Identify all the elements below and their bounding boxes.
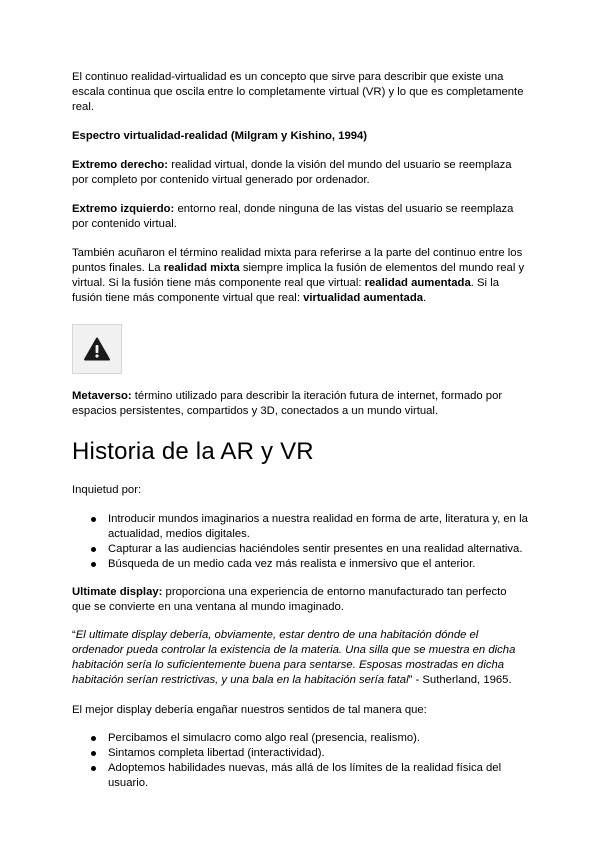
- warning-triangle-icon: [84, 337, 110, 361]
- image-placeholder: [72, 324, 122, 374]
- list-item: Percibamos el simulacro como algo real (presencia, realismo).: [72, 731, 528, 746]
- ultimate-display-text: proporciona una experiencia de entorno manufacturado tan perfecto que se convierte en una ventana al mundo imaginado.: [72, 586, 507, 613]
- right-extreme-label: Extremo derecho:: [72, 159, 169, 171]
- ultimate-display-label: Ultimate display:: [72, 586, 163, 598]
- display-intro-paragraph: El mejor display debería engañar nuestros sentidos de tal manera que:: [72, 704, 427, 716]
- spectrum-heading: Espectro virtualidad-realidad (Milgram y Kishino, 1994): [72, 130, 368, 142]
- ultimate-display-paragraph: [72, 585, 528, 615]
- metaverso-text: término utilizado para describir la iteración futura de internet, formado por espacios persistentes, compartidos y 3D, conectados a un mundo virtual.: [72, 390, 503, 417]
- mixed-bold-1: realidad mixta: [163, 262, 240, 274]
- quote-italic-text: El ultimate display debería, obviamente, estar dentro de una habitación dónde el ordenador pueda controlar la existencia de la materia. Una silla que se muestra en dicha habitación sería lo suficientemente buena para sentarse. Esposas mostradas en dicha habitación serían restrictivas, y una bala en la habitación sería fatal: [72, 629, 516, 686]
- mixed-text-4: .: [423, 292, 427, 304]
- mixed-bold-3: virtualidad aumentada: [303, 292, 423, 304]
- list-item: Capturar a las audiencias haciéndoles sentir presentes en una realidad alternativa.: [72, 542, 528, 557]
- list-item: Introducir mundos imaginarios a nuestra realidad en forma de arte, literatura y, en la actualidad, medios digitales.: [72, 512, 528, 542]
- inquietud-list: [72, 512, 528, 572]
- quote-attribution: ” - Sutherland, 1965.: [408, 674, 512, 686]
- list-item: Sintamos completa libertad (interactividad).: [72, 746, 528, 761]
- sutherland-quote: [72, 628, 528, 688]
- list-item: Adoptemos habilidades nuevas, más allá de los límites de la realidad física del usuario.: [72, 761, 528, 791]
- mixed-text-1: También acuñaron el término realidad mixta para referirse a la parte del continuo entre los puntos finales. La: [72, 247, 523, 274]
- mixed-text-3: . Si la fusión tiene más componente virtual que real:: [72, 277, 499, 304]
- inquietud-paragraph: Inquietud por:: [72, 484, 142, 496]
- history-title: Historia de la AR y VR: [72, 438, 314, 465]
- quote-open: “: [72, 629, 76, 641]
- left-extreme-text: entorno real, donde ninguna de las vistas del usuario se reemplaza por contenido virtual.: [72, 203, 514, 230]
- mixed-text-2: siempre implica la fusión de elementos del mundo real y virtual. Si la fusión tiene más componente real que virtual:: [72, 262, 525, 289]
- left-extreme-paragraph: [72, 202, 528, 232]
- right-extreme-paragraph: [72, 158, 528, 188]
- metaverso-paragraph: [72, 389, 528, 419]
- display-list: [72, 731, 528, 791]
- document-page: [72, 70, 528, 791]
- metaverso-label: Metaverso:: [72, 390, 132, 402]
- list-item: Búsqueda de un medio cada vez más realista e inmersivo que el anterior.: [72, 557, 528, 572]
- right-extreme-text: realidad virtual, donde la visión del mundo del usuario se reemplaza por completo por contenido virtual generado por ordenador.: [72, 159, 512, 186]
- mixed-bold-2: realidad aumentada: [364, 277, 471, 289]
- intro-paragraph: El continuo realidad-virtualidad es un concepto que sirve para describir que existe una escala continua que oscila entre lo completamente virtual (VR) y lo que es completamente real.: [72, 71, 524, 113]
- left-extreme-label: Extremo izquierdo:: [72, 203, 175, 215]
- mixed-reality-paragraph: [72, 246, 528, 306]
